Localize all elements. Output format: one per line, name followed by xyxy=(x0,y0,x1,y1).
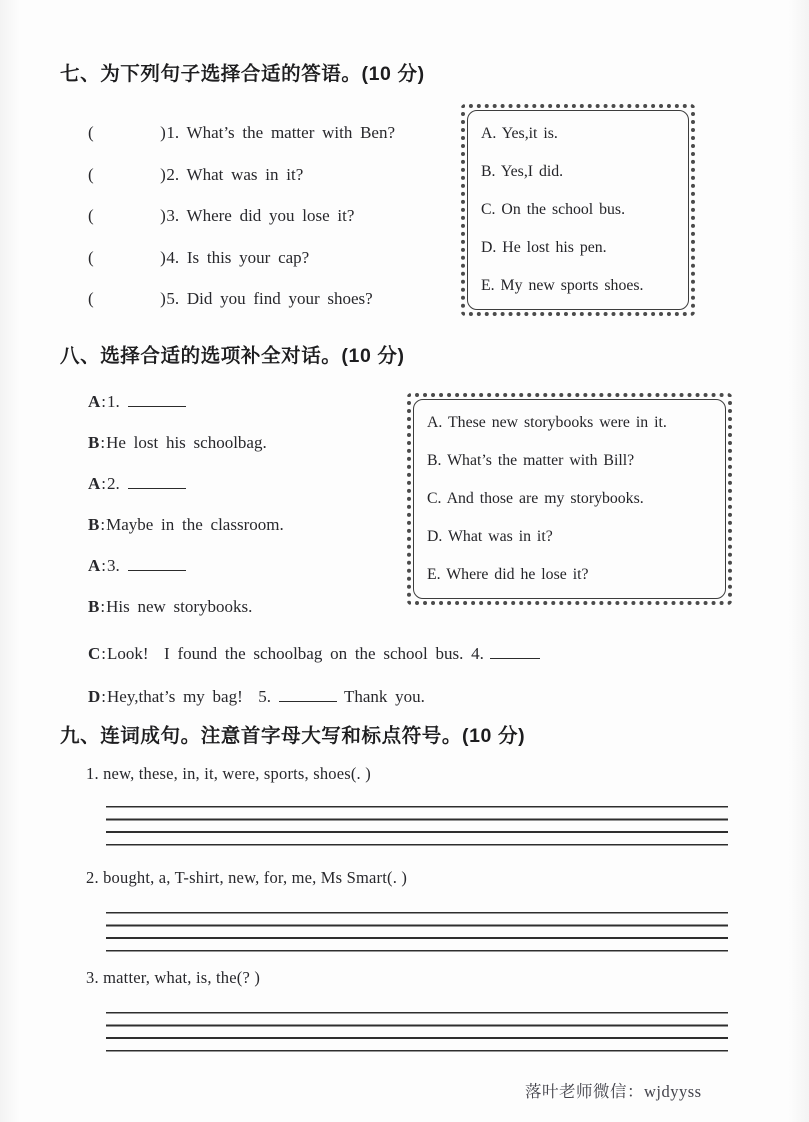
dialogue-row xyxy=(88,586,284,627)
question-text: 5. Did you find your shoes? xyxy=(166,289,373,309)
dialogue-text: Maybe in the classroom. xyxy=(106,515,284,534)
question-row xyxy=(88,195,395,237)
speaker-label: A xyxy=(88,556,101,575)
writing-lines xyxy=(106,806,728,846)
option-item: C. On the school bus. xyxy=(481,201,626,218)
rearrange-item: 3. matter, what, is, the(? ) xyxy=(86,968,261,987)
dialogue-text: 1. xyxy=(107,392,120,411)
option-item: E. Where did he lose it? xyxy=(427,566,589,583)
dialogue-text-after-blank: Thank you. xyxy=(344,687,425,706)
option-item: C. And those are my storybooks. xyxy=(427,490,644,507)
dialogue-text: Hey,that’s my bag! 5. xyxy=(107,687,271,706)
speaker-colon: : xyxy=(101,644,107,663)
rearrange-item: 1. new, these, in, it, were, sports, shoes(. ) xyxy=(86,764,371,783)
speaker-colon: : xyxy=(100,515,106,534)
answer-paren: ( ) xyxy=(88,206,167,226)
dialogue-text: 2. xyxy=(107,474,120,493)
speaker-label: A xyxy=(88,392,101,411)
speaker-label: C xyxy=(88,644,101,663)
dialogue-row-d xyxy=(88,684,425,710)
answer-paren: ( ) xyxy=(88,289,167,309)
rearrange-item: 2. bought, a, T-shirt, new, for, me, Ms Smart(. ) xyxy=(86,868,408,887)
section8-options-box xyxy=(407,393,732,605)
speaker-colon: : xyxy=(100,597,106,616)
speaker-label: B xyxy=(88,597,100,616)
answer-blank xyxy=(279,689,337,702)
question-text: 2. What was in it? xyxy=(166,164,304,184)
answer-paren: ( ) xyxy=(88,123,167,142)
answer-paren: ( ) xyxy=(88,164,167,184)
speaker-colon: : xyxy=(101,474,107,493)
options-box-inner xyxy=(467,110,689,310)
dialogue-text: Look! I found the schoolbag on the school bus. 4. xyxy=(107,644,484,663)
option-item: B. What’s the matter with Bill? xyxy=(427,452,635,469)
question-text: 1. What’s the matter with Ben? xyxy=(166,123,396,142)
question-text: 4. Is this your cap? xyxy=(166,247,310,267)
speaker-label: D xyxy=(88,687,101,706)
speaker-label: B xyxy=(88,515,100,534)
dialogue-row xyxy=(88,422,284,463)
dialogue-row xyxy=(88,545,284,586)
section7-question-list xyxy=(88,112,395,320)
option-item: A. These new storybooks were in it. xyxy=(427,414,667,431)
teacher-contact: 落叶老师微信：wjdyyss xyxy=(525,1082,702,1101)
speaker-colon: : xyxy=(100,433,106,452)
writing-lines xyxy=(106,912,728,952)
speaker-label: B xyxy=(88,433,100,452)
section8-dialogue xyxy=(88,381,284,627)
question-text: 3. Where did you lose it? xyxy=(166,206,355,226)
speaker-colon: : xyxy=(101,392,107,411)
section7-heading: 七、为下列句子选择合适的答语。(10 分) xyxy=(60,63,425,85)
dialogue-text: His new storybooks. xyxy=(106,597,253,616)
option-item: D. He lost his pen. xyxy=(481,239,607,256)
question-row xyxy=(88,278,395,320)
option-item: E. My new sports shoes. xyxy=(481,277,644,294)
answer-blank xyxy=(128,394,186,407)
speaker-label: A xyxy=(88,474,101,493)
dialogue-text: 3. xyxy=(107,556,120,575)
speaker-colon: : xyxy=(101,687,107,706)
speaker-colon: : xyxy=(101,556,107,575)
dialogue-row-c xyxy=(88,641,540,667)
answer-paren: ( ) xyxy=(88,247,167,267)
question-row xyxy=(88,237,395,279)
dialogue-text: He lost his schoolbag. xyxy=(106,433,267,452)
answer-blank xyxy=(128,558,186,571)
dialogue-row xyxy=(88,463,284,504)
dialogue-row xyxy=(88,504,284,545)
option-item: B. Yes,I did. xyxy=(481,163,564,180)
dialogue-row xyxy=(88,381,284,422)
option-item: A. Yes,it is. xyxy=(481,125,558,142)
section9-heading: 九、连词成句。注意首字母大写和标点符号。(10 分) xyxy=(60,725,526,747)
section8-heading: 八、选择合适的选项补全对话。(10 分) xyxy=(60,345,405,367)
writing-lines xyxy=(106,1012,728,1052)
options-box-inner xyxy=(413,399,726,599)
answer-blank xyxy=(490,646,540,659)
option-item: D. What was in it? xyxy=(427,528,553,545)
answer-blank xyxy=(128,476,186,489)
question-row xyxy=(88,154,395,196)
question-row xyxy=(88,112,395,154)
section7-options-box xyxy=(461,104,695,316)
